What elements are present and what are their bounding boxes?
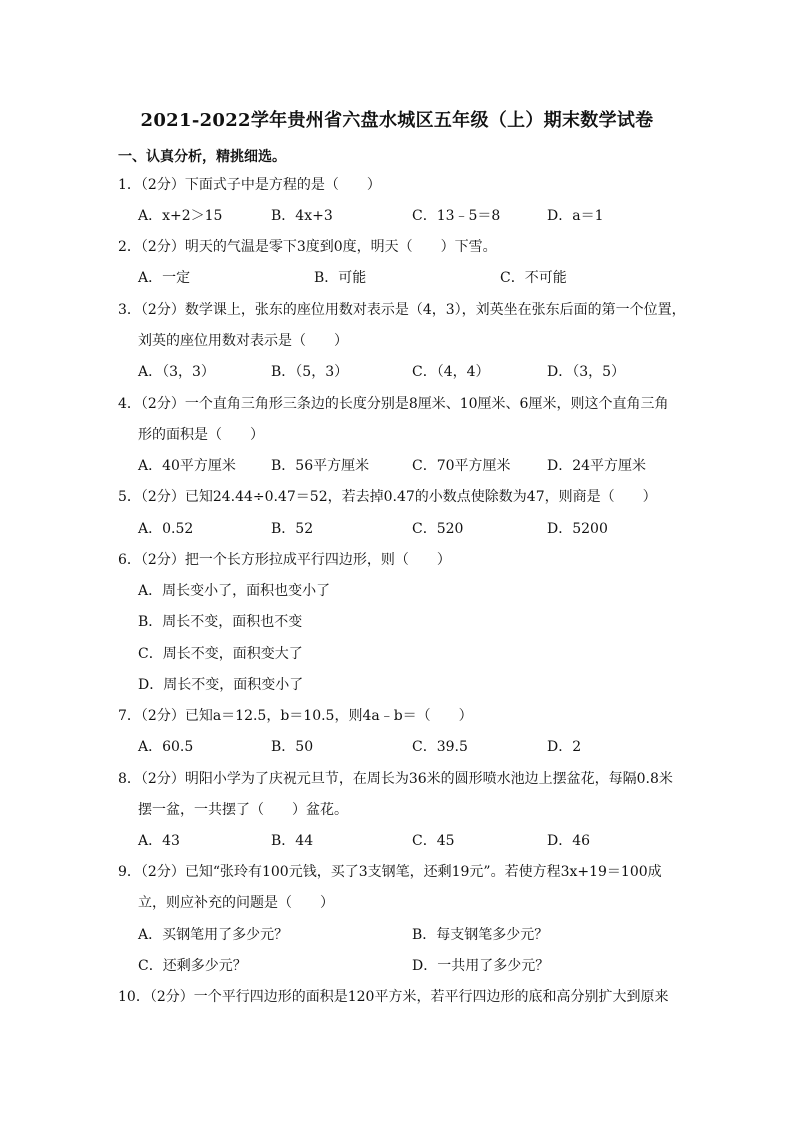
question-3-text-cont: 刘英的座位用数对表示是（ ） <box>138 333 348 349</box>
question-4-text-cont: 形的面积是（ ） <box>138 427 264 443</box>
question-3-text: 3．（2分）数学课上，张东的座位用数对表示是（4，3），刘英坐在张东后面的第一个位置， <box>118 302 686 318</box>
q7-option-d: D．2 <box>547 739 582 755</box>
q7-option-a: A．60.5 <box>138 739 194 755</box>
question-8-text: 8．（2分）明阳小学为了庆祝元旦节，在周长为36米的圆形喷水池边上摆盆花，每隔0.8米 <box>118 771 673 787</box>
q1-option-c: C．13﹣5＝8 <box>412 208 501 224</box>
page-title: 2021-2022学年贵州省六盘水城区五年级（上）期末数学试卷 <box>140 110 654 131</box>
q4-option-c: C．70平方厘米 <box>412 458 511 474</box>
question-5-text: 5．（2分）已知24.44÷0.47＝52，若去掉0.47的小数点使除数为47，则商是（ ） <box>118 489 657 505</box>
section-heading: 一、认真分析，精挑细选。 <box>118 149 286 165</box>
q8-option-a: A．43 <box>138 833 180 849</box>
q6-option-b: B．周长不变，面积也不变 <box>138 614 303 630</box>
q7-option-b: B．50 <box>271 739 314 755</box>
q2-option-c: C．不可能 <box>500 270 567 286</box>
q4-option-a: A．40平方厘米 <box>138 458 236 474</box>
question-2-text: 2．（2分）明天的气温是零下3度到0度，明天（ ）下雪。 <box>118 239 497 255</box>
q1-option-b: B．4x+3 <box>271 208 333 224</box>
q5-option-d: D．5200 <box>547 521 608 537</box>
q9-option-d: D．一共用了多少元？ <box>412 958 550 974</box>
q5-option-a: A．0.52 <box>138 521 194 537</box>
q3-option-b: B．（5，3） <box>271 364 349 380</box>
q8-option-b: B．44 <box>271 833 314 849</box>
q6-option-a: A．周长变小了，面积也变小了 <box>138 583 331 599</box>
q3-option-d: D．（3，5） <box>547 364 626 380</box>
question-1-text: 1．（2分）下面式子中是方程的是（ ） <box>118 177 381 193</box>
q1-option-a: A．x+2＞15 <box>138 208 223 224</box>
q4-option-d: D．24平方厘米 <box>547 458 647 474</box>
question-4-text: 4．（2分）一个直角三角形三条边的长度分别是8厘米、10厘米、6厘米，则这个直角三角 <box>118 396 669 412</box>
q5-option-c: C．520 <box>412 521 464 537</box>
q2-option-a: A．一定 <box>138 270 191 286</box>
question-9-text-cont: 立，则应补充的问题是（ ） <box>138 895 334 911</box>
q9-option-a: A．买钢笔用了多少元？ <box>138 927 289 943</box>
q3-option-a: A．（3，3） <box>138 364 215 380</box>
q4-option-b: B．56平方厘米 <box>271 458 370 474</box>
q6-option-d: D．周长不变，面积变小了 <box>138 677 304 693</box>
q8-option-d: D．46 <box>547 833 591 849</box>
q2-option-b: B．可能 <box>314 270 367 286</box>
question-10-text: 10．（2分）一个平行四边形的面积是120平方米，若平行四边形的底和高分别扩大到原来 <box>118 989 669 1005</box>
question-7-text: 7．（2分）已知a＝12.5，b＝10.5，则4a﹣b＝（ ） <box>118 708 473 724</box>
q7-option-c: C．39.5 <box>412 739 468 755</box>
question-8-text-cont: 摆一盆，一共摆了（ ）盆花。 <box>138 802 348 818</box>
q5-option-b: B．52 <box>271 521 314 537</box>
question-9-text: 9．（2分）已知“张玲有100元钱，买了3支钢笔，还剩19元”。若使方程3x+19＝100成 <box>118 864 662 880</box>
q1-option-d: D．a＝1 <box>547 208 604 224</box>
q9-option-b: B．每支钢笔多少元？ <box>412 927 549 943</box>
question-6-text: 6．（2分）把一个长方形拉成平行四边形，则（ ） <box>118 552 451 568</box>
q3-option-c: C．（4，4） <box>412 364 490 380</box>
q9-option-c: C．还剩多少元？ <box>138 958 247 974</box>
q6-option-c: C．周长不变，面积变大了 <box>138 646 303 662</box>
q8-option-c: C．45 <box>412 833 455 849</box>
